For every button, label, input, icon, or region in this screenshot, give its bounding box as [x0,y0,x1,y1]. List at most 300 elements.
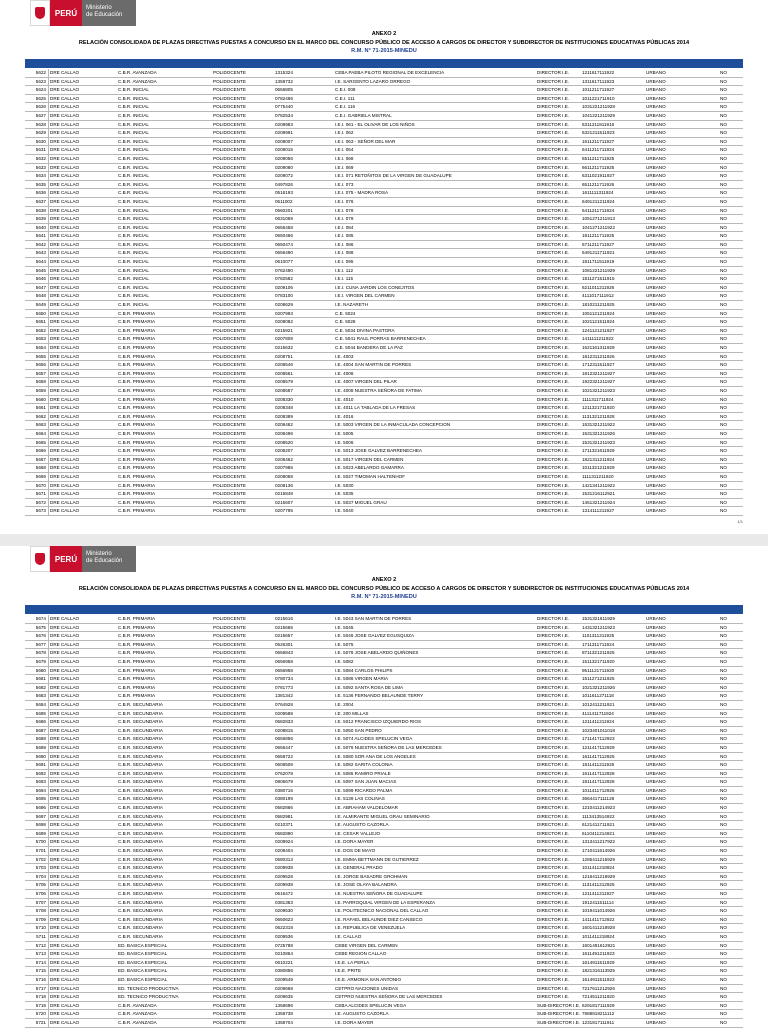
position-cell: DIRECTOR I.E. [537,753,570,759]
flag-cell: NO [720,976,727,982]
code-cell: 0522318 [275,925,293,931]
flag-cell: NO [720,370,727,376]
plaza-cell: 1611417112928 [582,770,615,776]
position-cell: DIRECTOR I.E. [537,762,570,768]
dre-cell: DRE CALLAO [50,822,80,828]
plaza-cell: 1811711511919 [582,259,615,265]
zone-cell: URBANO [646,744,666,750]
type-cell: POLIDOCENTE [213,87,246,93]
code-cell: 0381383 [275,899,293,905]
zone-cell: URBANO [646,925,666,931]
row-number: 5638 [25,207,49,215]
flag-cell: NO [720,779,727,785]
row-number: 5672 [25,499,49,507]
code-cell: 0650474 [275,241,293,247]
position-cell: DIRECTOR I.E. [537,650,570,656]
ie-cell: I.E.I. 063 - SEÑOR DEL MAR [335,138,396,144]
level-cell: C.B.R. SECUNDARIA [118,891,163,896]
dre-cell: DRE CALLAO [50,164,80,170]
row-number: 5637 [25,198,49,206]
level-cell: C.B.R. INICIAL [118,121,149,127]
plaza-cell: 6491211711921 [582,250,615,256]
position-cell: DIRECTOR I.E. [537,138,570,144]
position-cell: DIRECTOR I.E. [537,259,570,265]
level-cell: C.B.R. INICIAL [118,302,149,308]
ie-cell: I.E. 5012 FRANCISCO IZQUIERDO RIOS [335,719,422,725]
level-cell: C.B.R. SECUNDARIA [118,727,163,733]
dre-cell: DRE CALLAO [50,465,80,471]
zone-cell: URBANO [646,508,666,514]
dre-cell: DRE CALLAO [50,856,80,862]
ie-cell: I.E.I. 084 [335,224,354,230]
type-cell: POLIDOCENTE [213,190,246,196]
level-cell: C.B.R. PRIMARIA [118,491,156,497]
flag-cell: NO [720,233,727,239]
page-separator [0,534,768,546]
ie-cell: I.E. 5097 SAN JUAN MACIAS [335,779,397,785]
row-number: 5702 [25,856,49,864]
flag-cell: NO [720,822,727,828]
flag-cell: NO [720,499,727,505]
position-cell: DIRECTOR I.E. [537,439,570,445]
plaza-cell: 1041271211922 [582,224,615,230]
code-cell: 0782582 [275,276,293,282]
code-cell: 1315324 [275,70,293,75]
type-cell: POLIDOCENTE [213,916,246,922]
logo-ministry: Ministerio de Educación [82,0,136,26]
zone-cell: URBANO [646,362,666,368]
level-cell: C.B.R. SECUNDARIA [118,770,163,776]
level-cell: C.B.R. INICIAL [118,233,149,239]
plaza-cell: 1210411214923 [582,805,615,811]
row-number: 5706 [25,890,49,898]
level-cell: C.B.R. PRIMARIA [118,319,156,325]
zone-cell: URBANO [646,779,666,785]
level-cell: C.B.R. PRIMARIA [118,482,156,488]
table-row [25,103,743,112]
table-row [25,482,743,491]
plaza-cell: 1211617111922 [582,70,615,75]
dre-cell: DRE CALLAO [50,241,80,247]
dre-cell: DRE CALLAO [50,693,80,699]
level-cell: C.B.R. INICIAL [118,216,149,222]
code-cell: 0380199 [275,796,293,802]
position-cell: DIRECTOR I.E. [537,796,570,802]
plaza-cell: 1621161311929 [582,345,615,350]
position-cell: DIRECTOR I.E. [537,942,570,948]
dre-cell: DRE CALLAO [50,753,80,759]
table-row [25,95,743,104]
flag-cell: NO [720,891,727,896]
code-cell: 0209536 [275,933,293,939]
zone-cell: URBANO [646,856,666,862]
type-cell: POLIDOCENTE [213,379,246,385]
zone-cell: URBANO [646,770,666,776]
type-cell: POLIDOCENTE [213,641,246,647]
flag-cell: NO [720,1019,727,1025]
code-cell: 0775440 [275,104,293,110]
position-cell: DIRECTOR I.E. [537,959,570,965]
level-cell: C.B.R. PRIMARIA [118,413,156,419]
table-row [25,490,743,499]
type-cell: POLIDOCENTE [213,336,246,342]
table-row [25,1019,743,1028]
ie-cell: I.E. 2004 [335,701,354,707]
ie-cell: I.E.I. 088 [335,250,354,256]
row-number: 5710 [25,924,49,932]
row-number: 5718 [25,993,49,1001]
flag-cell: NO [720,727,727,733]
flag-cell: NO [720,465,727,471]
type-cell: POLIDOCENTE [213,241,246,247]
type-cell: POLIDOCENTE [213,310,246,316]
position-cell: DIRECTOR I.E. [537,482,570,488]
zone-cell: URBANO [646,762,666,768]
level-cell: C.B.R. PRIMARIA [118,499,156,505]
ie-cell: C.E. 5041 RAUL PORRAS BARRENECHEA [335,336,426,342]
flag-cell: NO [720,805,727,811]
dre-cell: DRE CALLAO [50,78,80,84]
zone-cell: URBANO [646,633,666,639]
level-cell: C.B.R. SECUNDARIA [118,710,163,716]
level-cell: C.B.R. SECUNDARIA [118,805,163,811]
code-cell: 0209106 [275,284,293,290]
table-row [25,189,743,198]
row-number: 5660 [25,396,49,404]
code-cell: 0380716 [275,787,293,793]
ie-cell: CETPRO NUESTRA SEÑORA DE LAS MERCEDES [335,994,443,1000]
table-row [25,370,743,379]
type-cell: POLIDOCENTE [213,856,246,862]
position-cell: DIRECTOR I.E. [537,951,570,957]
position-cell: DIRECTOR I.E. [537,362,570,368]
ie-cell: I.E. 5040 [335,508,354,514]
row-number: 5696 [25,804,49,812]
table-row [25,249,743,258]
zone-cell: URBANO [646,439,666,445]
flag-cell: NO [720,353,727,359]
level-cell: C.B.R. SECUNDARIA [118,813,163,819]
table-row [25,310,743,319]
row-number: 5678 [25,649,49,657]
flag-cell: NO [720,744,727,750]
type-cell: POLIDOCENTE [213,473,246,479]
dre-cell: DRE CALLAO [50,1011,80,1017]
code-cell: 0781773 [275,684,293,690]
plaza-cell: 1601411218928 [582,925,615,931]
code-cell: 0210864 [275,951,293,957]
zone-cell: URBANO [646,87,666,93]
table-row [25,907,743,916]
level-cell: C.B.R. AVANZADA [118,1011,157,1017]
table-body [25,69,743,516]
row-number: 5661 [25,404,49,412]
type-cell: POLIDOCENTE [213,959,246,965]
flag-cell: NO [720,104,727,110]
type-cell: POLIDOCENTE [213,345,246,350]
table-row [25,129,743,138]
ie-cell: I.E. 5078 JOSE ABELARDO QUIÑONES [335,650,419,656]
type-cell: POLIDOCENTE [213,976,246,982]
code-cell: 0582866 [275,805,293,811]
level-cell: C.B.R. PRIMARIA [118,430,156,436]
level-cell: C.B.R. SECUNDARIA [118,933,163,939]
table-row [25,933,743,942]
flag-cell: NO [720,813,727,819]
zone-cell: URBANO [646,951,666,957]
table-row [25,69,743,78]
type-cell: POLIDOCENTE [213,736,246,742]
level-cell: C.B.R. SECUNDARIA [118,925,163,931]
row-number: 5677 [25,641,49,649]
position-cell: DIRECTOR I.E. [537,448,570,454]
row-number: 5640 [25,224,49,232]
dre-cell: DRE CALLAO [50,181,80,187]
ie-cell: I.E. 5076 NUESTRA SEÑORA DE LAS MERCEDES [335,744,442,750]
row-number: 5674 [25,615,49,623]
position-cell: DIRECTOR I.E. [537,787,570,793]
logo-country: PERÚ [50,0,82,26]
plaza-cell: 1011611271118 [582,693,614,699]
position-cell: DIRECTOR I.E. [537,633,570,639]
row-number: 5695 [25,795,49,803]
row-number: 5692 [25,770,49,778]
plaza-cell: 7214511211920 [582,994,615,1000]
position-cell: DIRECTOR I.E. [537,241,570,247]
level-cell: C.B.R. PRIMARIA [118,641,156,647]
code-cell: 0208462 [275,422,293,428]
ie-cell: I.E. 4007 VIRGEN DEL PILAR [335,379,397,385]
code-cell: 0207808 [275,336,293,342]
dre-cell: DRE CALLAO [50,1019,80,1025]
position-cell: DIRECTOR I.E. [537,899,570,905]
type-cell: POLIDOCENTE [213,387,246,393]
row-number: 5709 [25,916,49,924]
level-cell: C.B.R. INICIAL [118,164,149,170]
type-cell: POLIDOCENTE [213,508,246,514]
ie-cell: I.E. 5082 [335,658,354,664]
type-cell: POLIDOCENTE [213,413,246,419]
position-cell: DIRECTOR I.E. [537,508,570,514]
table-row [25,241,743,250]
table-row [25,421,743,430]
zone-cell: URBANO [646,284,666,290]
row-number: 5622 [25,69,49,77]
flag-cell: NO [720,667,727,673]
table-row [25,464,743,473]
type-cell: POLIDOCENTE [213,293,246,299]
plaza-cell: 1113413514922 [582,813,615,819]
type-cell: POLIDOCENTE [213,787,246,793]
row-number: 5667 [25,456,49,464]
type-cell: POLIDOCENTE [213,684,246,690]
dre-cell: DRE CALLAO [50,839,80,845]
dre-cell: DRE CALLAO [50,396,80,402]
level-cell: C.B.R. INICIAL [118,173,149,179]
row-number: 5698 [25,821,49,829]
flag-cell: NO [720,796,727,802]
dre-cell: DRE CALLAO [50,112,80,118]
plaza-cell: 6291817111929 [582,1002,615,1008]
level-cell: C.B.R. INICIAL [118,293,149,299]
plaza-cell: 1011411218924 [582,933,615,939]
level-cell: C.B.R. INICIAL [118,241,149,247]
zone-cell: URBANO [646,787,666,793]
level-cell: C.B.R. AVANZADA [118,78,157,84]
plaza-cell: 1922321211927 [582,379,615,385]
table-row [25,942,743,951]
ie-cell: I.E.I. 075 - MADRA ROSA [335,190,389,196]
code-cell: 0208815 [275,727,293,733]
level-cell: C.B.R. PRIMARIA [118,422,156,428]
row-number: 5705 [25,881,49,889]
table-row [25,473,743,482]
code-cell: 0208520 [275,439,293,445]
level-cell: C.B.R. INICIAL [118,147,149,153]
table-row [25,344,743,353]
type-cell: POLIDOCENTE [213,456,246,462]
level-cell: C.B.R. INICIAL [118,130,149,136]
plaza-cell: 1421341211922 [582,482,615,488]
level-cell: C.B.R. PRIMARIA [118,650,156,656]
row-number: 5708 [25,907,49,915]
table-row [25,615,743,624]
page-number: 1/1 [737,519,743,524]
plaza-cell: 1051271211913 [582,216,615,222]
table-row [25,864,743,873]
zone-cell: URBANO [646,413,666,419]
level-cell: C.B.R. INICIAL [118,250,149,256]
ie-cell: I.E. 5017 VIRGEN DEL CARMEN [335,456,404,462]
ie-cell: CETPRO NACIONES UNIDAS [335,985,399,991]
flag-cell: NO [720,736,727,742]
dre-cell: DRE CALLAO [50,968,80,974]
ie-cell: I.E. DORA MAYER [335,1019,374,1025]
level-cell: C.B.R. SECUNDARIA [118,899,163,905]
dre-cell: DRE CALLAO [50,779,80,785]
ie-cell: I.E.E. ARMONIA SAN ANTONIO [335,976,402,982]
level-cell: C.B.R. SECUNDARIA [118,744,163,750]
ie-cell: CEBE REGION CALLAO [335,951,387,957]
minedu-logo [30,0,136,26]
zone-cell: URBANO [646,891,666,896]
position-cell: DIRECTOR I.E. [537,422,570,428]
row-number: 5679 [25,658,49,666]
ie-cell: I.E. 5099 RICARDO PALMA [335,787,393,793]
flag-cell: NO [720,216,727,222]
type-cell: POLIDOCENTE [213,276,246,282]
row-number: 5649 [25,301,49,309]
ie-cell: I.E. 4006 [335,370,354,376]
row-number: 5650 [25,310,49,318]
ie-cell: I.E.I. 112 [335,267,354,273]
ie-cell: I.E. JORGE BASADRE GROHMAN [335,873,408,879]
level-cell: C.B.R. SECUNDARIA [118,736,163,742]
type-cell: POLIDOCENTE [213,891,246,896]
ie-cell: I.E.I. 064 [335,147,354,153]
table-row [25,950,743,959]
code-cell: 0208924 [275,839,293,845]
plaza-cell: 4111411711924 [582,710,614,716]
code-cell: 0215607 [275,499,293,505]
code-cell: 0656805 [275,87,293,93]
flag-cell: NO [720,430,727,436]
position-cell: DIRECTOR I.E. [537,155,570,161]
position-cell: DIRECTOR I.E. [537,719,570,725]
row-number: 5675 [25,624,49,632]
dre-cell: DRE CALLAO [50,370,80,376]
dre-cell: DRE CALLAO [50,805,80,811]
type-cell: POLIDOCENTE [213,207,246,213]
ie-cell: I.E. 4016 [335,413,354,419]
position-cell: DIRECTOR I.E. [537,87,570,93]
row-number: 5645 [25,267,49,275]
position-cell: DIRECTOR I.E. [537,667,570,673]
position-cell: DIRECTOR I.E. [537,284,570,290]
zone-cell: URBANO [646,736,666,742]
position-cell: DIRECTOR I.E. [537,822,570,828]
flag-cell: NO [720,473,727,479]
dre-cell: DRE CALLAO [50,473,80,479]
zone-cell: URBANO [646,430,666,436]
table-row [25,224,743,233]
table-row [25,439,743,448]
code-cell: 0582981 [275,813,293,819]
level-cell: C.B.R. SECUNDARIA [118,839,163,845]
zone-cell: URBANO [646,387,666,393]
type-cell: POLIDOCENTE [213,1011,246,1017]
code-cell: 0656958 [275,658,293,664]
zone-cell: URBANO [646,1011,666,1017]
zone-cell: URBANO [646,104,666,110]
plaza-cell: 1216411218929 [582,873,615,879]
row-number: 5647 [25,284,49,292]
code-cell: 0516193 [275,190,293,196]
code-cell: 1381342 [275,693,293,699]
type-cell: POLIDOCENTE [213,882,246,888]
table-row [25,146,743,155]
table-row [25,181,743,190]
plaza-cell: 6491211211924 [582,198,615,204]
position-cell: DIRECTOR I.E. [537,190,570,196]
plaza-cell: 1611111311924 [582,190,614,196]
code-cell: 0208058 [275,473,293,479]
ie-cell: I.E. 4004 SAN MARTIN DE PORRES [335,362,412,368]
flag-cell: NO [720,319,727,325]
dre-cell: DRE CALLAO [50,650,80,656]
table-row [25,301,743,310]
ie-cell: I.E. 5075 [335,641,354,647]
level-cell: C.B.R. SECUNDARIA [118,701,163,707]
flag-cell: NO [720,676,727,682]
dre-cell: DRE CALLAO [50,190,80,196]
position-cell: DIRECTOR I.E. [537,916,570,922]
dre-cell: DRE CALLAO [50,224,80,230]
dre-cell: DRE CALLAO [50,302,80,308]
plaza-cell: 7888818211112 [582,1011,615,1017]
level-cell: C.B.R. INICIAL [118,190,149,196]
zone-cell: URBANO [646,616,666,621]
ie-cell: C.E. 5024 [335,310,356,316]
row-number: 5646 [25,275,49,283]
dre-cell: DRE CALLAO [50,319,80,325]
ie-cell: I.E. 5005 [335,430,354,436]
level-cell: C.B.R. SECUNDARIA [118,873,163,879]
dre-cell: DRE CALLAO [50,925,80,931]
type-cell: POLIDOCENTE [213,908,246,914]
flag-cell: NO [720,422,727,428]
plaza-cell: 1211321711920 [582,405,615,411]
